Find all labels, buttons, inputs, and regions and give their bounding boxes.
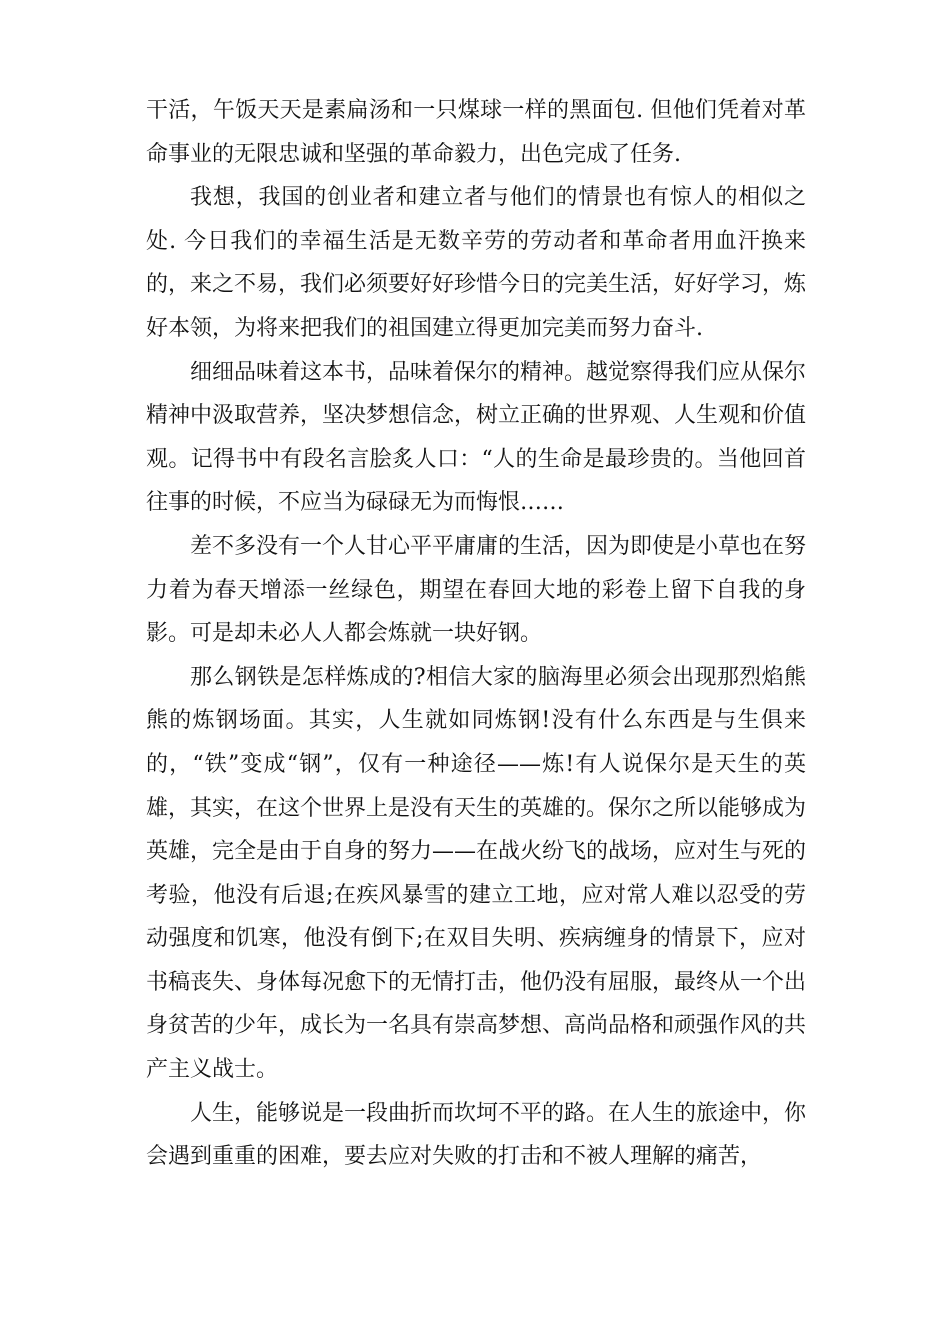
paragraph-4: 差不多没有一个人甘心平平庸庸的生活，因为即使是小草也在努力着为春天增添一丝绿色，期望在春回大地的彩卷上留下自我的身影。可是却未必人人都会炼就一块好钢。 xyxy=(146,533,807,647)
paragraph-3: 细细品味着这本书，品味着保尔的精神。越觉察得我们应从保尔精神中汲取营养，坚决梦想信念，树立正确的世界观、人生观和价值观。记得书中有段名言脍炙人口：“人的生命是最珍贵的。当他回首往事的时候，不应当为碌碌无为而悔恨…… xyxy=(146,359,807,516)
paragraph-5: 那么钢铁是怎样炼成的?相信大家的脑海里必须会出现那烈焰熊熊的炼钢场面。其实，人生就如同炼钢!没有什么东西是与生俱来的，“铁”变成“钢”，仅有一种途径——炼!有人说保尔是天生的英雄，其实，在这个世界上是没有天生的英雄的。保尔之所以能够成为英雄，完全是由于自身的努力——在战火纷飞的战场，应对生与死的考验，他没有后退;在疾风暴雪的建立工地，应对常人难以忍受的劳动强度和饥寒，他没有倒下;在双目失明、疾病缠身的情景下，应对书稿丧失、身体每况愈下的无情打击，他仍没有屈服，最终从一个出身贫苦的少年，成长为一名具有崇高梦想、高尚品格和顽强作风的共产主义战士。 xyxy=(146,664,807,1083)
paragraph-2: 我想，我国的创业者和建立者与他们的情景也有惊人的相似之处. 今日我们的幸福生活是无数辛劳的劳动者和革命者用血汗换来的，来之不易，我们必须要好好珍惜今日的完美生活，好好学习，炼好本领，为将来把我们的祖国建立得更加完美而努力奋斗. xyxy=(146,185,807,341)
document-body xyxy=(146,89,806,1179)
paragraph-6: 人生，能够说是一段曲折而坎坷不平的路。在人生的旅途中，你会遇到重重的困难，要去应对失败的打击和不被人理解的痛苦， xyxy=(146,1100,807,1170)
paragraph-1: 干活，午饭天天是素扁汤和一只煤球一样的黑面包. 但他们凭着对革命事业的无限忠诚和坚强的革命毅力，出色完成了任务. xyxy=(146,98,806,167)
